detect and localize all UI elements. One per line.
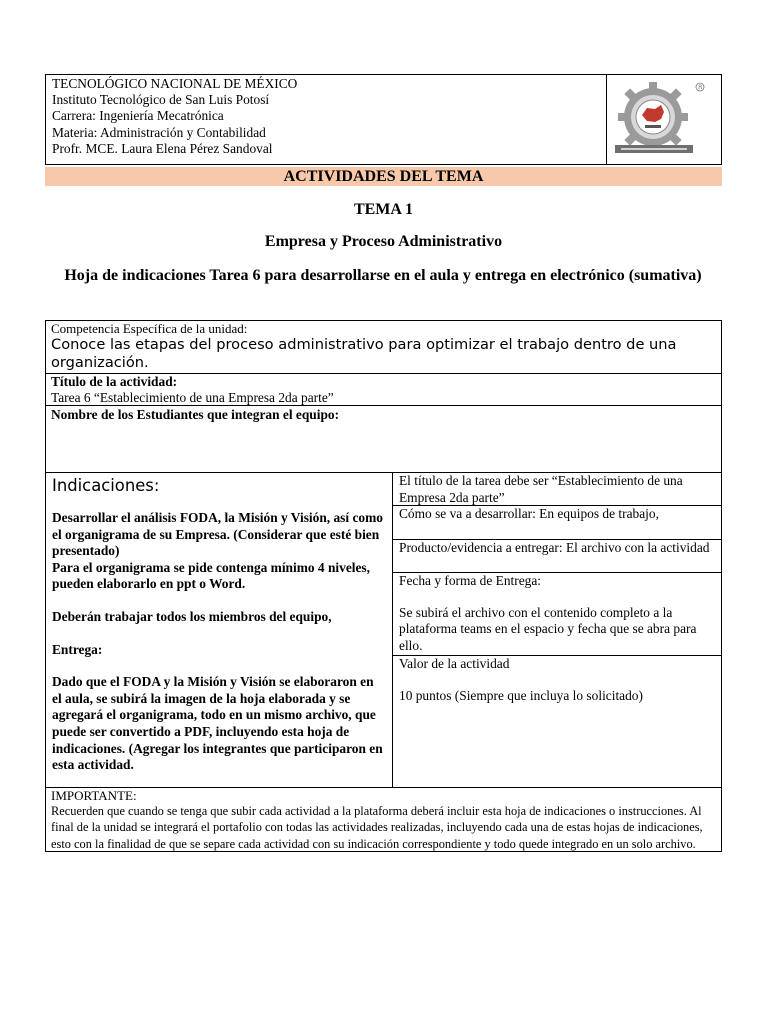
indicaciones-p2: Para el organigrama se pide contenga mínimo 4 niveles, pueden elaborarlo en ppt o Word. xyxy=(52,559,370,592)
svg-text:R: R xyxy=(698,84,703,92)
indicaciones-p3: Deberán trabajar todos los miembros del equipo, xyxy=(52,608,332,624)
hoja-title: Hoja de indicaciones Tarea 6 para desarrollarse en el aula y entrega en electrónico (sumativa) xyxy=(64,267,702,284)
header-line-institution: TECNOLÓGICO NACIONAL DE MÉXICO xyxy=(52,76,298,91)
detail-fecha-text: Se subirá el archivo con el contenido completo a la plataforma teams en el espacio y fecha que se abra para ello. xyxy=(399,604,697,653)
header-line-subject: Materia: Administración y Contabilidad xyxy=(52,124,266,140)
detail-titulo: El título de la tarea debe ser “Establecimiento de una Empresa 2da parte” xyxy=(399,473,683,505)
indicaciones-p4: Entrega: xyxy=(52,641,103,657)
estudiantes-cell xyxy=(45,405,722,473)
actividad-label: Título de la actividad: xyxy=(51,374,178,389)
importante-text: Recuerden que cuando se tenga que subir cada actividad a la plataforma deberá incluir esta hoja de indicaciones o instrucciones. Al final de la unidad se integrará el portafolio con todas las actividades realizadas, incluyendo cada una de estas hojas de indicaciones, esto con la finalidad de que se separe cada actividad con su indicación correspondiente y todo quede integrado en un solo archivo. xyxy=(51,804,703,851)
detail-producto: Producto/evidencia a entregar: El archivo con la actividad xyxy=(399,540,710,555)
indicaciones-heading: Indicaciones: xyxy=(52,476,160,495)
importante-label: IMPORTANTE: xyxy=(51,788,137,803)
header-line-career: Carrera: Ingeniería Mecatrónica xyxy=(52,108,224,124)
detail-valor-text: 10 puntos (Siempre que incluya lo solicitado) xyxy=(399,687,643,703)
tema-subtitle: Empresa y Proceso Administrativo xyxy=(264,233,503,250)
importante-cell xyxy=(45,787,722,852)
header-line-campus: Instituto Tecnológico de San Luis Potosí xyxy=(52,92,270,108)
competencia-cell xyxy=(45,320,722,374)
header-line-professor: Profr. MCE. Laura Elena Pérez Sandoval xyxy=(52,140,273,156)
competencia-text: Conoce las etapas del proceso administrativo para optimizar el trabajo dentro de una organización. xyxy=(51,336,677,371)
detail-fecha-label: Fecha y forma de Entrega: xyxy=(399,573,542,588)
header-box xyxy=(45,74,722,165)
estudiantes-label: Nombre de los Estudiantes que integran el equipo: xyxy=(51,407,340,422)
detail-valor-cell xyxy=(392,655,722,788)
detail-fecha-cell xyxy=(392,572,722,656)
indicaciones-p1: Desarrollar el análisis FODA, la Misión y Visión, así como el organigrama de su Empresa. (Considerar que esté bien presentado) xyxy=(52,510,383,559)
indicaciones-p5: Dado que el FODA y la Misión y Visión se elaboraron en el aula, se subirá la imagen de la hoja elaborada y se agregará el organigrama, todo en un mismo archivo, que puede ser convertido a PDF, incluyendo esta hoja de indicaciones. (Agregar los integrantes que participaron en esta actividad. xyxy=(52,674,383,773)
header-text xyxy=(52,76,602,157)
tema-title: TEMA 1 xyxy=(353,201,414,218)
indicaciones-cell xyxy=(45,472,393,788)
actividad-cell xyxy=(45,373,722,406)
detail-como: Cómo se va a desarrollar: En equipos de trabajo, xyxy=(399,506,659,521)
institute-gear-logo-icon xyxy=(609,75,717,163)
detail-como-cell xyxy=(392,505,722,540)
actividad-text: Tarea 6 “Establecimiento de una Empresa 2da parte” xyxy=(51,389,334,405)
detail-producto-cell xyxy=(392,539,722,573)
competencia-label: Competencia Específica de la unidad: xyxy=(51,321,248,336)
detail-titulo-cell xyxy=(392,472,722,506)
activities-banner: ACTIVIDADES DEL TEMA xyxy=(45,167,722,186)
logo-cell xyxy=(606,75,721,164)
detail-valor-label: Valor de la actividad xyxy=(399,656,510,671)
